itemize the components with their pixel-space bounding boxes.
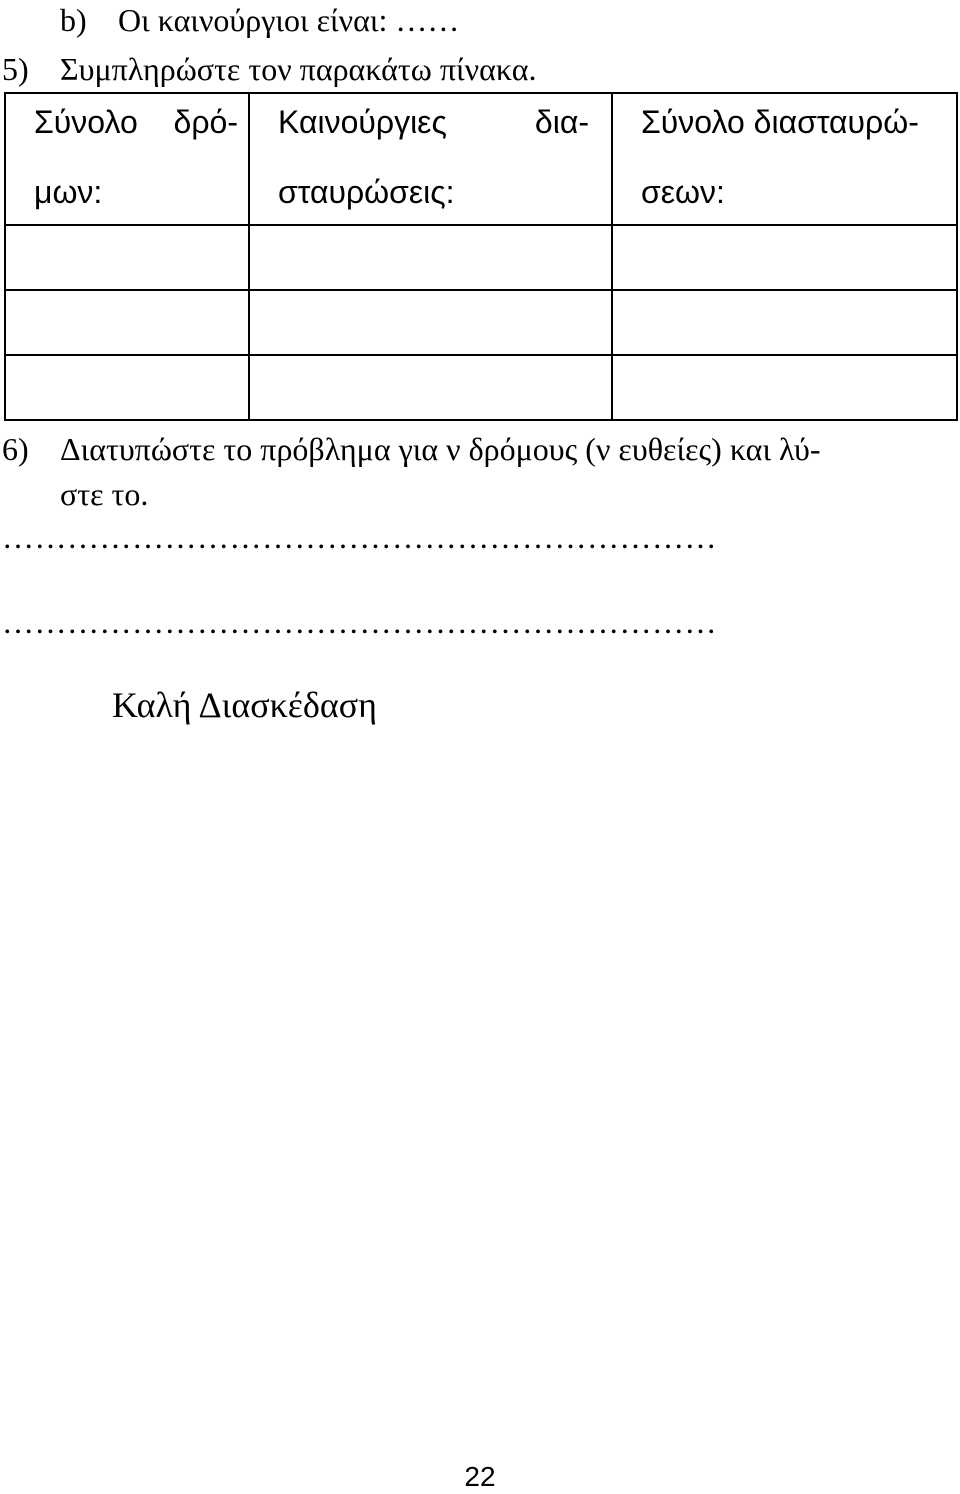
table-cell[interactable] xyxy=(612,290,957,355)
question-6 xyxy=(2,429,820,469)
question-6-text-line1: Διατυπώστε το πρόβλημα για ν δρόμους (ν ευθείες) και λύ- xyxy=(60,431,821,467)
table-row xyxy=(5,355,957,420)
header-new-crossings-line1: Καινούργιες δια- xyxy=(278,104,589,140)
page-number: 22 xyxy=(464,1461,496,1492)
question-5 xyxy=(2,49,536,89)
question-5-number: 5) xyxy=(2,51,29,87)
header-total-crossings-line2: σεων: xyxy=(641,174,725,210)
item-b-text: Οι καινούργιοι είναι: …… xyxy=(118,2,460,38)
table-cell[interactable] xyxy=(249,290,612,355)
fill-in-table xyxy=(4,92,958,421)
answer-line[interactable]: ………………………………………………………… xyxy=(2,519,717,555)
header-roads-line2: μων: xyxy=(34,174,103,210)
question-6-number: 6) xyxy=(2,431,29,467)
table-row xyxy=(5,290,957,355)
table-cell[interactable] xyxy=(249,225,612,290)
table-cell[interactable] xyxy=(612,355,957,420)
table-cell[interactable] xyxy=(5,355,249,420)
table-cell[interactable] xyxy=(5,290,249,355)
table-cell[interactable] xyxy=(5,225,249,290)
question-6-text-line2: στε το. xyxy=(60,476,149,512)
header-roads-line1: Σύνολο δρό- xyxy=(34,104,238,140)
table-cell[interactable] xyxy=(249,355,612,420)
header-cell-new-crossings xyxy=(249,93,612,225)
item-b-number: b) xyxy=(60,2,87,38)
answer-line[interactable]: ………………………………………………………… xyxy=(2,604,717,640)
header-cell-roads xyxy=(5,93,249,225)
table-header-row xyxy=(5,93,957,225)
header-total-crossings-line1: Σύνολο διασταυρώ- xyxy=(641,104,919,140)
header-cell-total-crossings xyxy=(612,93,957,225)
question-5-text: Συμπληρώστε τον παρακάτω πίνακα. xyxy=(60,51,537,87)
item-b xyxy=(60,0,459,40)
header-new-crossings-line2: σταυρώσεις: xyxy=(278,174,455,210)
closing-text: Καλή Διασκέδαση xyxy=(112,685,377,725)
table-cell[interactable] xyxy=(612,225,957,290)
table-row xyxy=(5,225,957,290)
